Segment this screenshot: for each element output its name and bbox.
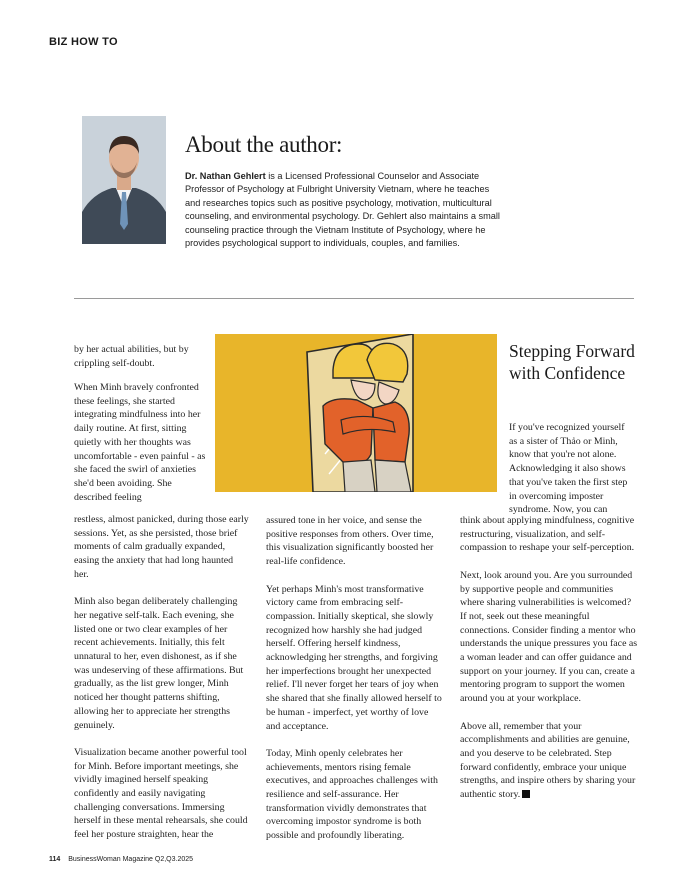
section-tag-bold: BIZ	[49, 36, 68, 48]
illustration	[215, 334, 497, 492]
article-paragraph: think about applying mindfulness, cognitive restructuring, visualization, and self-compassion to reshape your self-perception.	[460, 515, 635, 554]
article-paragraph: Next, look around you. Are you surrounded by supportive people and communities where sharing vulnerabilities is welcomed? If not, seek out these meaningful connections. Consider finding a mentor who understands the unique pressures you face as a woman leader and can offer guidance and support on your journey. If you can, create a mentoring program to support the women around you at your workplace.	[460, 569, 638, 705]
article-paragraph: Yet perhaps Minh's most transformative victory came from embracing self-compassion. Initially skeptical, she slowly recognized how harshly she had judged herself. Offering herself kindness, acknowledging her strengths, and forgiving her imperfections brought her unexpected relief. I'll never forget her tears of joy when she shared that she finally allowed herself to be human - imperfect, yet worthy of love and acceptance.	[266, 583, 442, 732]
page-footer	[49, 856, 193, 863]
author-photo	[82, 116, 166, 244]
section-tag-rest: HOW TO	[70, 36, 118, 48]
author-name: Dr. Nathan Gehlert	[185, 171, 266, 181]
author-bio	[185, 170, 505, 250]
section-heading: Stepping Forward with Confidence	[509, 341, 635, 383]
article-col3-wrap	[509, 421, 635, 517]
article-paragraph: restless, almost panicked, during those early sessions. Yet, as she persisted, those brief moments of calm gradually expanded, easing the anxiety that had long haunted her.	[74, 514, 249, 580]
article-col1	[74, 513, 249, 842]
article-paragraph: assured tone in her voice, and sense the positive responses from others. Over time, this visualization significantly boosted her real-life confidence.	[266, 515, 434, 568]
page-number: 114	[49, 856, 61, 863]
article-final-text: Above all, remember that your accomplishments and abilities are genuine, and you deserve to be celebrated. Step forward confidently, embrace your unique strengths, and inspire others by sharing your authentic story.	[460, 720, 636, 801]
author-portrait-image	[82, 116, 166, 244]
article-paragraph: Today, Minh openly celebrates her achievements, mentors rising female executives, and approaches challenges with resilience and self-assurance. Her transformation vividly demonstrates that overcoming impostor syndrome is both possible and profoundly liberating.	[266, 747, 438, 842]
publication-name: BusinessWoman Magazine Q2,Q3.2025	[68, 856, 194, 863]
article-paragraph: Visualization became another powerful tool for Minh. Before important meetings, she vividly imagined herself speaking confidently and easily navigating challenging conversations. Immersing herself in these mental rehearsals, she could feel her posture straighten, hear the	[74, 746, 248, 841]
article-paragraph: If you've recognized yourself as a sister of Thảo or Minh, know that you're not alone. Acknowledging it also shows that you've taken the first step in overcoming imposter syndrome. Now, you can	[509, 422, 628, 516]
article-paragraph-final	[460, 720, 638, 802]
section-divider	[74, 298, 634, 299]
section-tag	[49, 36, 118, 48]
article-col3	[460, 514, 638, 802]
article-col1-top	[74, 343, 214, 370]
article-paragraph: Minh also began deliberately challenging her negative self-talk. Each evening, she listed one or two clear examples of her recent achievements. Initially, this felt unnatural to her, even dishonest, as if she was undeserving of these affirmations. But gradually, as the list grew longer, Minh noticed her thought patterns shifting, allowing her to appreciate her strengths genuinely.	[74, 596, 244, 731]
mirror-hug-illustration	[215, 334, 497, 492]
article-col1-wrap	[74, 381, 207, 504]
author-heading: About the author:	[185, 132, 343, 157]
end-mark	[522, 790, 530, 798]
article-paragraph: by her actual abilities, but by crippling self-doubt.	[74, 344, 189, 369]
author-bio-text: is a Licensed Professional Counselor and Associate Professor of Psychology at Fulbright University Vietnam, where he teaches and researches topics such as positive psychology, motivation, multicultural counseling, and environmental psychology. Dr. Gehlert also maintains a small counseling practice through the Vietnam Institute of Psychology, where he provides psychological support to individuals, couples, and families.	[185, 171, 500, 249]
article-paragraph: When Minh bravely confronted these feelings, she started integrating mindfulness into her daily routine. At first, sitting quietly with her thoughts was uncomfortable - even painful - as she faced the swirl of anxieties she'd been avoiding. She described feeling	[74, 382, 206, 503]
article-col2	[266, 514, 444, 843]
